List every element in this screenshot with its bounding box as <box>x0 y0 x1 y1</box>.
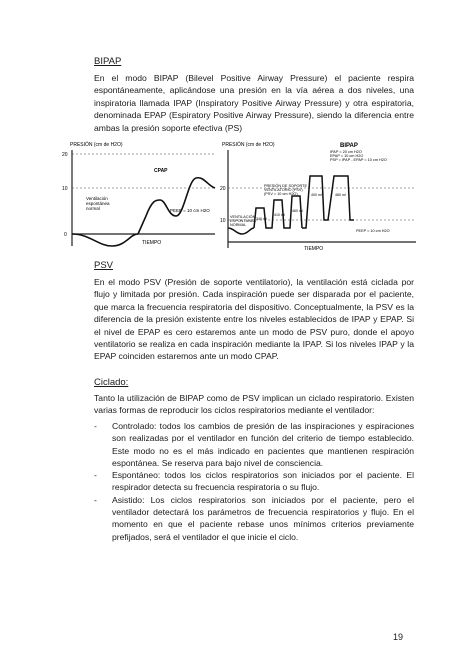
left-spont-label-3: normal <box>86 206 100 211</box>
right-tick-20: 20 <box>220 186 226 192</box>
figure-cpap-chart <box>60 138 220 258</box>
ciclado-list <box>94 420 414 543</box>
right-vol-400: 400 ml <box>311 193 322 197</box>
section-heading-bipap: BIPAP <box>94 56 122 67</box>
right-spont-label-1: VENTILACIÓN <box>230 215 256 219</box>
left-spont-label-2: espontánea <box>86 201 110 206</box>
right-title: BIPAP <box>340 143 358 149</box>
right-vol-460: 460 ml <box>292 209 303 213</box>
right-param-psp: PSP = IPAP - EPAP = 10 cm H2O <box>330 158 387 162</box>
right-vol-410: 410 ml <box>274 213 285 217</box>
right-peep-label: PEEP = 10 cm H2O <box>356 229 390 233</box>
right-psv-label-2: VENTILATORIO (PSV) <box>264 188 303 192</box>
list-item-asistido: - Asistido: Los ciclos respiratorios son iniciados por el paciente, pero el ventilador detectará los parámetros de frecuencia respiratorios y flujo. En el momento en que el paciente rebase unos mínimos criterios previamente prefijados, será el ventilador el que inicie el ciclo. <box>94 494 414 542</box>
page-number: 19 <box>393 632 404 642</box>
section-heading-ciclado: Ciclado: <box>94 377 129 388</box>
section-heading-psv: PSV <box>94 260 114 271</box>
right-psv-label-1: PRESIÓN DE SOPORTE <box>264 184 307 188</box>
right-param-epap: EPAP = 10 cm H2O <box>330 154 364 158</box>
left-y-axis-label: PRESIÓN (cm de H2O) <box>70 142 123 148</box>
left-cpap-label: CPAP <box>154 168 168 174</box>
left-x-axis-label: TIEMPO <box>142 240 162 246</box>
list-item-espontaneo: - Espontáneo: todos los ciclos respiratorios son iniciados por el paciente. El respirador detecta su frecuencia respiratoria o su flujo. <box>94 470 414 493</box>
right-spont-label-3: NORMAL <box>230 223 247 227</box>
right-spontaneous-wave <box>228 228 254 234</box>
spontaneous-wave <box>72 234 138 246</box>
right-vol-340: 340 ml <box>256 217 267 221</box>
paragraph-ciclado: Tanto la utilización de BIPAP como de PSV implican un ciclado respiratorio. Existen varias formas de reproducir los ciclos respiratorios mediante el ventilador: <box>94 393 414 416</box>
right-psv-label-3: (PSV = 10 cm H2O) <box>264 192 298 196</box>
left-tick-20: 20 <box>62 152 68 158</box>
right-tick-10: 10 <box>220 218 226 224</box>
left-tick-0: 0 <box>64 232 67 238</box>
left-tick-10: 10 <box>62 186 68 192</box>
list-item-controlado: - Controlado: todos los cambios de presión de las inspiraciones y espiraciones son realizadas por el ventilador en función del criterio de tiempo establecido. Este modo no es el más indicado en pacientes que mantienen respiración espontánea. Se reserva para bajo nivel de consciencia. <box>94 421 414 468</box>
cpap-wave <box>138 178 215 234</box>
paragraph-bipap: En el modo BIPAP (Bilevel Positive Airway Pressure) el paciente respira espontáneamente, aplicándose una presión en la vía aérea a dos niveles, una inspiratoria llamada IPAP (Inspiratory Positive Airway Pressure) y otra espiratoria, denominada EPAP (Espiratory Positive Airway Pressure), siendo la diferencia entre ambas la presión soporte efectiva (PS) <box>94 73 414 133</box>
paragraph-psv: En el modo PSV (Presión de soporte ventilatorio), la ventilación está ciclada por flujo y limitada por presión. Cada inspiración puede ser disparada por el paciente, que marca la frecuencia respiratoria del dispositivo. Conceptualmente, la PSV es la diferencia de la presión existente entre los niveles establecidos de IPAP y EPAP. Si el nivel de EPAP es cero estaremos ante un modo de PSV puro, donde el apoyo ventilatorio se realiza en cada inspiración mediante la IPAP. Si los niveles IPAP y la EPAP coinciden estaremos ante un modo CPAP. <box>94 277 414 362</box>
right-spont-label-2: ESPONTÁNEA <box>230 219 256 223</box>
right-y-axis-label: PRESIÓN (cm de H2O) <box>222 142 275 148</box>
figure-bipap-chart <box>220 138 420 258</box>
right-x-axis-label: TIEMPO <box>304 246 324 252</box>
right-param-ipap: IPAP = 20 cm H2O <box>330 150 362 154</box>
left-peep-label: PEEP = 10 cm H2O <box>170 208 210 213</box>
right-vol-480: 480 ml <box>335 193 346 197</box>
left-spont-label-1: Ventilación <box>86 196 108 201</box>
